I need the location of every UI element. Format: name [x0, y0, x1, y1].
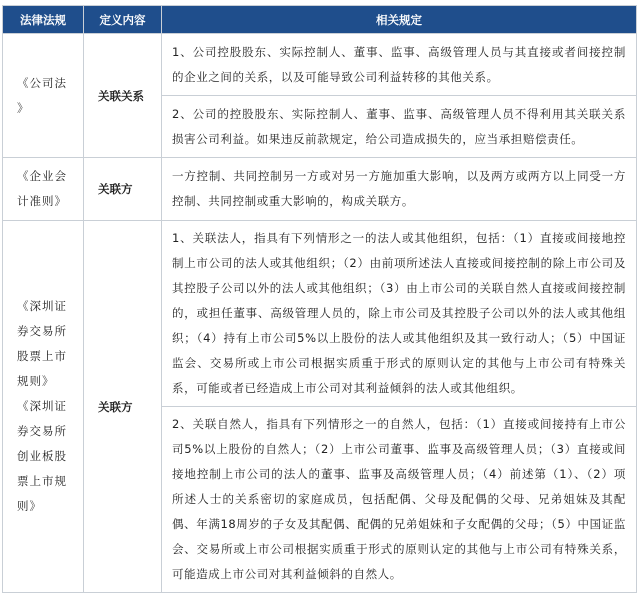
definition-cell: 关联方 — [84, 221, 162, 593]
header-law: 法律法规 — [3, 6, 84, 34]
table-row — [3, 34, 637, 96]
law-cell-shenzhen-listing-rules: 《深圳证 券交易所 股票上市 规则》 《深圳证 券交易所 创业板股 票上市规 则》 — [3, 221, 84, 593]
table-row — [3, 221, 637, 407]
definition-cell: 关联关系 — [84, 34, 162, 158]
rule-cell: 一方控制、共同控制另一方或对另一方施加重大影响，以及两方或两方以上同受一方控制、共同控制或重大影响的，构成关联方。 — [162, 158, 637, 221]
law-cell-company-law: 《公司法 》 — [3, 34, 84, 158]
definition-cell: 关联方 — [84, 158, 162, 221]
rule-cell: 2、关联自然人，指具有下列情形之一的自然人，包括：（1）直接或间接持有上市公司5%以上股份的自然人；（2）上市公司董事、监事及高级管理人员；（3）直接或间接地控制上市公司的法人的董事、监事及高级管理人员；（4）前述第（1）、（2）项所述人士的关系密切的家庭成员，包括配偶、父母及配偶的父母、兄弟姐妹及其配偶、年满18周岁的子女及其配偶、配偶的兄弟姐妹和子女配偶的父母；（5）中国证监会、交易所或上市公司根据实质重于形式的原则认定的其他与上市公司有特殊关系，可能造成上市公司对其利益倾斜的自然人。 — [162, 407, 637, 593]
header-rules: 相关规定 — [162, 6, 637, 34]
header-row — [3, 6, 637, 34]
header-definition: 定义内容 — [84, 6, 162, 34]
rule-cell: 1、关联法人，指具有下列情形之一的法人或其他组织，包括：（1）直接或间接地控制上市公司的法人或其他组织；（2）由前项所述法人直接或间接控制的除上市公司及其控股子公司以外的法人或其他组织；（3）由上市公司的关联自然人直接或间接控制的，或担任董事、高级管理人员的，除上市公司及其控股子公司以外的法人或其他组织；（4）持有上市公司5%以上股份的法人或其他组织及其一致行动人；（5）中国证监会、交易所或上市公司根据实质重于形式的原则认定的其他与上市公司有特殊关系，可能或者已经造成上市公司对其利益倾斜的法人或其他组织。 — [162, 221, 637, 407]
rule-cell: 2、公司的控股股东、实际控制人、董事、监事、高级管理人员不得利用其关联关系损害公司利益。如果违反前款规定，给公司造成损失的，应当承担赔偿责任。 — [162, 96, 637, 158]
table-row — [3, 158, 637, 221]
regulation-table — [2, 5, 637, 593]
rule-cell: 1、公司控股股东、实际控制人、董事、监事、高级管理人员与其直接或者间接控制的企业之间的关系，以及可能导致公司利益转移的其他关系。 — [162, 34, 637, 96]
law-cell-accounting-standards: 《企业会 计准则》 — [3, 158, 84, 221]
